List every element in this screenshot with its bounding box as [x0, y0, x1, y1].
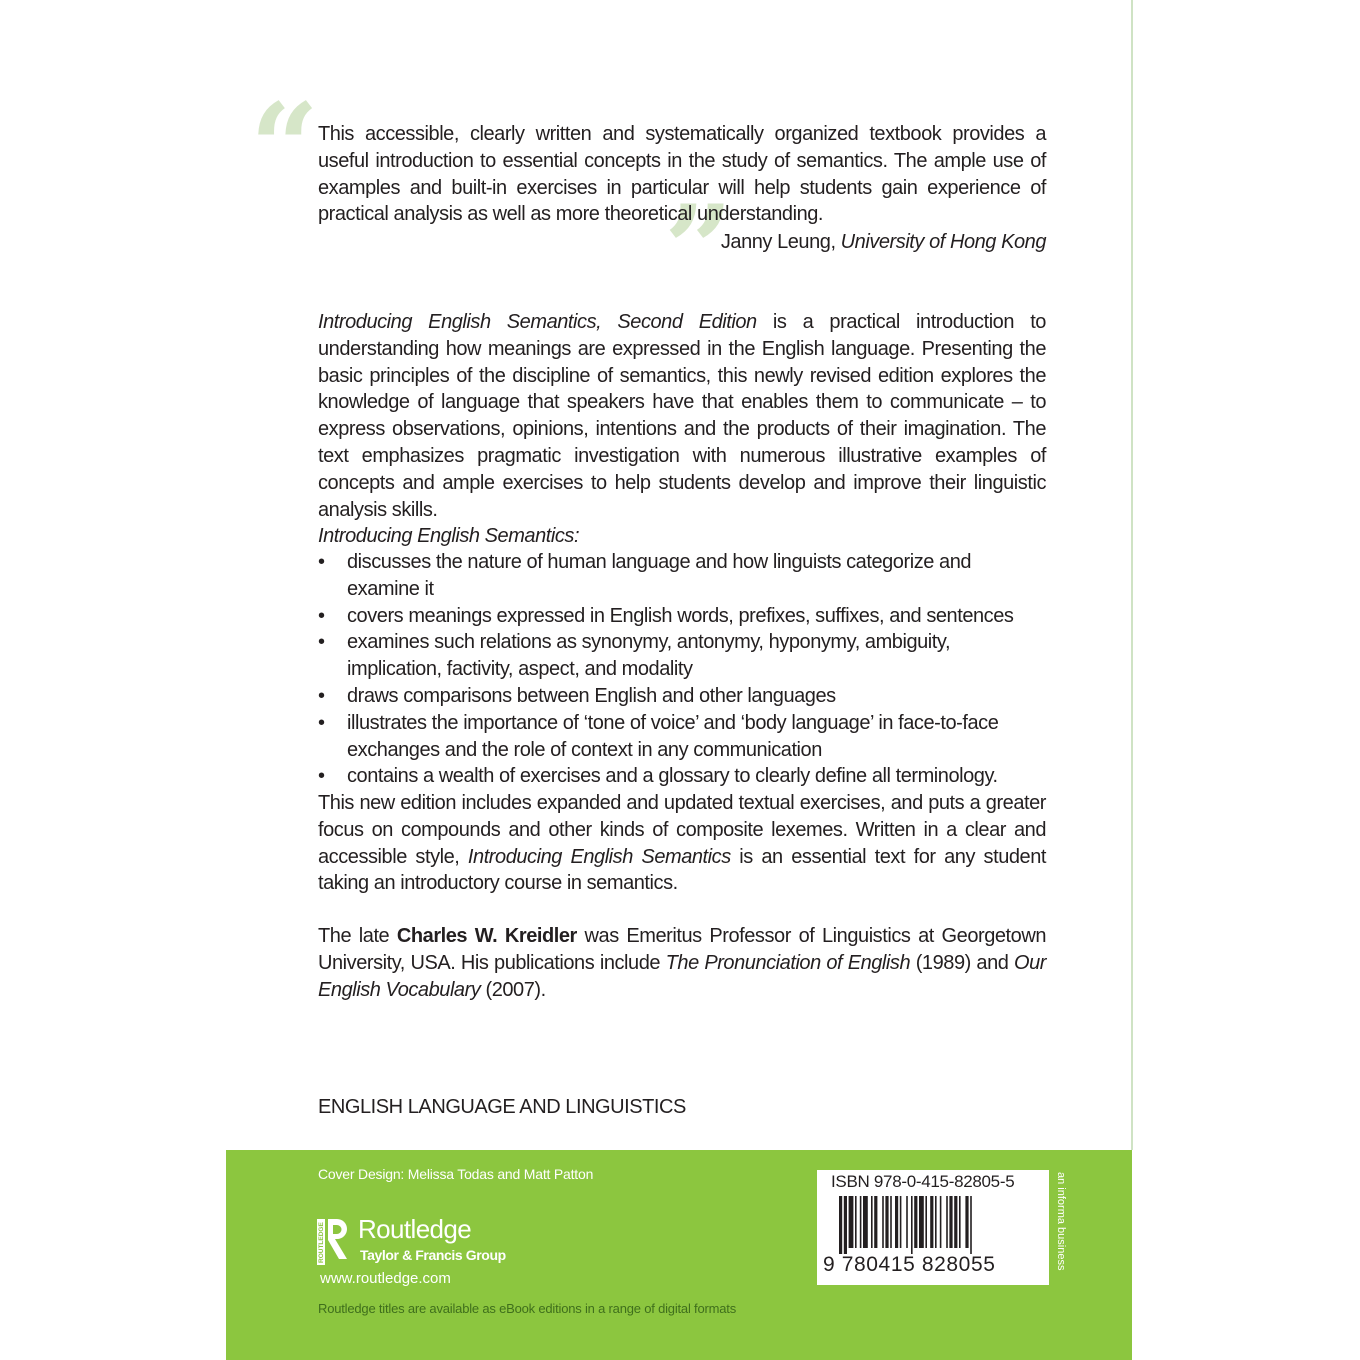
bullet-icon: • [318, 631, 325, 654]
informa-text: an informa business [1055, 1172, 1067, 1271]
barcode-bar [906, 1196, 908, 1248]
barcode-bar [871, 1196, 873, 1248]
list-item-text: covers meanings expressed in English words, prefixes, suffixes, and sentences [347, 604, 1014, 627]
bio-text-start: The late [318, 925, 397, 947]
barcode-bar [855, 1196, 857, 1248]
isbn-barcode [817, 1170, 1049, 1285]
barcode-bar [874, 1196, 877, 1248]
bio-text-middle: was Emeritus Professor of Linguistics at Georgetown University, USA. His publications include [318, 925, 1046, 974]
reviewer-name: Janny Leung, [720, 231, 841, 253]
author-name: Charles W. Kreidler [396, 925, 577, 947]
publisher-logo [316, 1214, 516, 1267]
list-item [318, 629, 1046, 683]
list-item [318, 683, 1046, 710]
list-item [318, 763, 1046, 790]
barcode-bar [954, 1196, 957, 1248]
bio-year-2: (2007). [480, 978, 546, 1001]
bullet-icon: • [318, 604, 325, 627]
barcode-bar [882, 1196, 884, 1248]
list-item [318, 603, 1046, 630]
barcode-bar [940, 1196, 942, 1248]
barcode-bar [935, 1196, 937, 1248]
list-item [318, 549, 1046, 603]
description-book-title: Introducing English Semantics, Second Edition [318, 311, 757, 333]
edition-paragraph [318, 790, 1046, 897]
barcode-bar [911, 1196, 913, 1254]
ebook-note: Routledge titles are available as eBook editions in a range of digital formats [318, 1301, 736, 1316]
routledge-logo-icon [316, 1217, 352, 1267]
barcode-bar [965, 1196, 968, 1248]
barcode-bar [949, 1196, 952, 1248]
spine-edge-rule [1131, 0, 1133, 1150]
barcode-bar [925, 1196, 927, 1248]
subject-category: ENGLISH LANGUAGE AND LINGUISTICS [318, 1096, 686, 1118]
cover-design-credit: Cover Design: Melissa Todas and Matt Patton [318, 1166, 594, 1182]
author-bio [318, 923, 1046, 1003]
reviewer-affiliation: University of Hong Kong [840, 231, 1046, 253]
review-attribution [318, 229, 1046, 256]
barcode-bar [930, 1196, 933, 1248]
barcode-bar [863, 1196, 868, 1248]
edition-text-end: is an essential text for any student taking an introductory course in semantics. [318, 845, 1046, 895]
description-text: is a practical introduction to understanding how meanings are expressed in the English language. Presenting the basic principles of the discipline of semantics, this newly revised edition explores the knowledge of language that speakers have that enables them to communicate – to express observations, opinions, intentions and the products of their imagination. The text emphasizes pragmatic investigation with numerous illustrative examples of concepts and ample exercises to help students develop and improve their linguistic analysis skills. [318, 311, 1046, 521]
bullet-icon: • [318, 551, 325, 573]
publisher-website: www.routledge.com [320, 1270, 451, 1287]
list-item-text: draws comparisons between English and other languages [347, 684, 836, 707]
author-book-2: Our English Vocabulary [318, 951, 1046, 1001]
list-item-text: illustrates the importance of ‘tone of voice’ and ‘body language’ in face-to-face exchanges and the role of context in any communication [347, 711, 999, 761]
barcode-bar [839, 1196, 842, 1254]
open-quote-mark: “ [250, 77, 320, 218]
publisher-group: Taylor & Francis Group [360, 1247, 506, 1263]
barcode-bar [970, 1196, 972, 1254]
barcode-bar [890, 1196, 892, 1248]
bio-year-1: (1989) and [910, 951, 1014, 974]
features-list [318, 549, 1046, 790]
publisher-name: Routledge [358, 1214, 472, 1244]
barcode-bar [849, 1196, 854, 1248]
review-quote: This accessible, clearly written and systematically organized textbook provides a useful introduction to essential concepts in the study of semantics. The ample use of examples and built-in exercises in particular will help students gain experience of practical analysis as well as more theoretical understanding. [318, 123, 1046, 226]
edition-text-start: This new edition includes expanded and updated textual exercises, and puts a greater focus on compounds and other kinds of composite lexemes. Written in a clear and accessible style, [318, 792, 1046, 868]
barcode-bar [959, 1196, 961, 1248]
edition-book-title: Introducing English Semantics [467, 845, 731, 868]
barcode-bar [946, 1196, 948, 1248]
features-heading: Introducing English Semantics: [318, 525, 580, 547]
bullet-icon: • [318, 711, 325, 734]
barcode-bar [914, 1196, 917, 1248]
list-item [318, 710, 1046, 764]
barcode-bar [900, 1196, 902, 1248]
author-book-1: The Pronunciation of English [665, 951, 911, 974]
logo-vertical-text: ROUTLEDGE [318, 1222, 325, 1263]
barcode-bar [919, 1196, 924, 1248]
list-item-text: contains a wealth of exercises and a glossary to clearly define all terminology. [347, 765, 998, 788]
barcode-bar [860, 1196, 862, 1248]
barcode-digits: 9 780415 828055 [823, 1253, 996, 1276]
informa-label [1051, 1172, 1071, 1272]
barcode-bar [895, 1196, 898, 1248]
list-item-text: examines such relations as synonymy, antonymy, hyponymy, ambiguity, implication, factivity, aspect, and modality [347, 631, 951, 681]
barcode-bar [885, 1196, 888, 1248]
barcode-bar [844, 1196, 847, 1254]
bullet-icon: • [318, 765, 325, 788]
list-item-text: discusses the nature of human language and how linguists categorize and examine it [347, 551, 972, 600]
bullet-icon: • [318, 684, 325, 707]
isbn-text: ISBN 978-0-415-82805-5 [831, 1172, 1015, 1191]
close-quote-mark: ” [664, 179, 734, 320]
book-description [318, 309, 1046, 523]
